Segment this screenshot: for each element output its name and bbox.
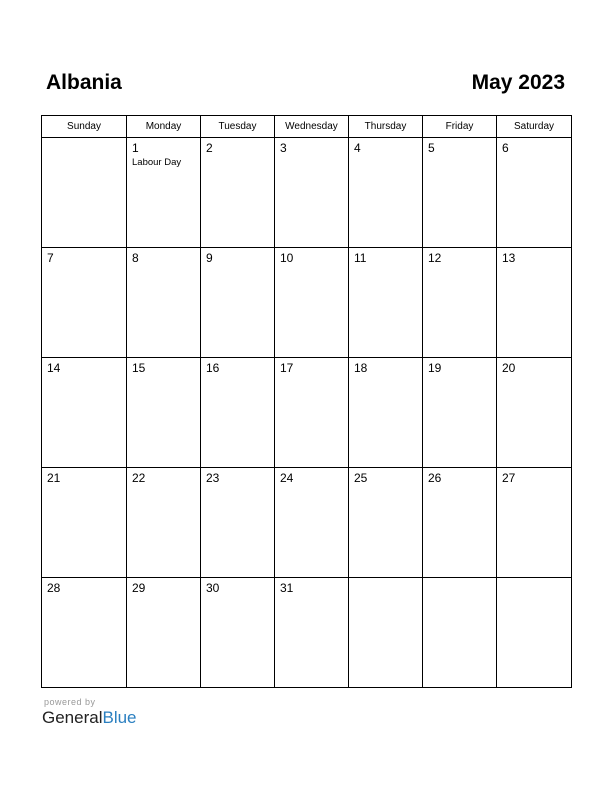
weekday-header: Friday bbox=[423, 116, 497, 138]
week-row bbox=[42, 358, 572, 468]
day-number: 15 bbox=[132, 361, 146, 375]
day-cell bbox=[201, 578, 275, 688]
day-number: 29 bbox=[132, 581, 146, 595]
day-cell bbox=[497, 578, 572, 688]
powered-by-label: powered by bbox=[44, 697, 96, 707]
day-cell bbox=[275, 248, 349, 358]
day-cell bbox=[349, 358, 423, 468]
day-cell bbox=[349, 248, 423, 358]
day-cell bbox=[201, 358, 275, 468]
day-cell bbox=[423, 578, 497, 688]
generalblue-logo[interactable] bbox=[42, 708, 137, 728]
day-cell bbox=[201, 468, 275, 578]
day-number: 22 bbox=[132, 471, 146, 485]
day-number: 20 bbox=[502, 361, 516, 375]
day-cell bbox=[42, 468, 127, 578]
day-number: 21 bbox=[47, 471, 61, 485]
day-number: 1 bbox=[132, 141, 139, 155]
day-cell bbox=[201, 248, 275, 358]
day-number: 5 bbox=[428, 141, 435, 155]
day-cell bbox=[127, 358, 201, 468]
day-number: 7 bbox=[47, 251, 54, 265]
day-number: 17 bbox=[280, 361, 294, 375]
day-cell bbox=[349, 468, 423, 578]
day-number: 6 bbox=[502, 141, 509, 155]
day-number: 19 bbox=[428, 361, 442, 375]
day-cell bbox=[349, 138, 423, 248]
weekday-header: Saturday bbox=[497, 116, 572, 138]
weekday-header: Thursday bbox=[349, 116, 423, 138]
day-number: 9 bbox=[206, 251, 213, 265]
day-cell bbox=[42, 578, 127, 688]
day-number: 11 bbox=[354, 251, 367, 265]
day-number: 31 bbox=[280, 581, 294, 595]
logo-blue: Blue bbox=[102, 708, 137, 727]
day-cell bbox=[201, 138, 275, 248]
month-title: May 2023 bbox=[471, 71, 565, 94]
day-cell bbox=[42, 138, 127, 248]
day-number: 30 bbox=[206, 581, 220, 595]
day-cell bbox=[275, 358, 349, 468]
day-number: 23 bbox=[206, 471, 220, 485]
day-cell bbox=[127, 248, 201, 358]
logo-general: General bbox=[42, 708, 103, 727]
day-cell bbox=[127, 468, 201, 578]
day-number: 26 bbox=[428, 471, 442, 485]
weekday-header: Tuesday bbox=[201, 116, 275, 138]
day-number: 14 bbox=[47, 361, 61, 375]
day-cell bbox=[497, 468, 572, 578]
day-number: 13 bbox=[502, 251, 516, 265]
weekday-header: Sunday bbox=[42, 116, 127, 138]
day-cell bbox=[275, 138, 349, 248]
day-number: 8 bbox=[132, 251, 139, 265]
day-cell bbox=[423, 358, 497, 468]
day-cell bbox=[497, 138, 572, 248]
day-number: 25 bbox=[354, 471, 368, 485]
holiday-label: Labour Day bbox=[132, 157, 182, 168]
day-cell bbox=[497, 248, 572, 358]
week-row bbox=[42, 138, 572, 248]
day-number: 27 bbox=[502, 471, 516, 485]
day-number: 4 bbox=[354, 141, 361, 155]
weekday-header-row bbox=[42, 116, 572, 138]
day-cell bbox=[127, 578, 201, 688]
day-number: 3 bbox=[280, 141, 287, 155]
day-number: 18 bbox=[354, 361, 368, 375]
day-cell bbox=[497, 358, 572, 468]
weekday-header: Monday bbox=[127, 116, 201, 138]
day-cell bbox=[42, 248, 127, 358]
country-title: Albania bbox=[46, 71, 122, 94]
day-cell bbox=[42, 358, 127, 468]
calendar-grid bbox=[41, 115, 572, 688]
day-number: 10 bbox=[280, 251, 294, 265]
day-number: 2 bbox=[206, 141, 213, 155]
day-cell bbox=[423, 248, 497, 358]
day-cell bbox=[275, 578, 349, 688]
day-cell bbox=[423, 468, 497, 578]
day-number: 24 bbox=[280, 471, 294, 485]
day-cell bbox=[127, 138, 201, 248]
day-number: 28 bbox=[47, 581, 61, 595]
day-cell bbox=[349, 578, 423, 688]
weekday-header: Wednesday bbox=[275, 116, 349, 138]
week-row bbox=[42, 248, 572, 358]
day-number: 16 bbox=[206, 361, 220, 375]
day-cell bbox=[275, 468, 349, 578]
day-number: 12 bbox=[428, 251, 442, 265]
day-cell bbox=[423, 138, 497, 248]
week-row bbox=[42, 468, 572, 578]
week-row bbox=[42, 578, 572, 688]
